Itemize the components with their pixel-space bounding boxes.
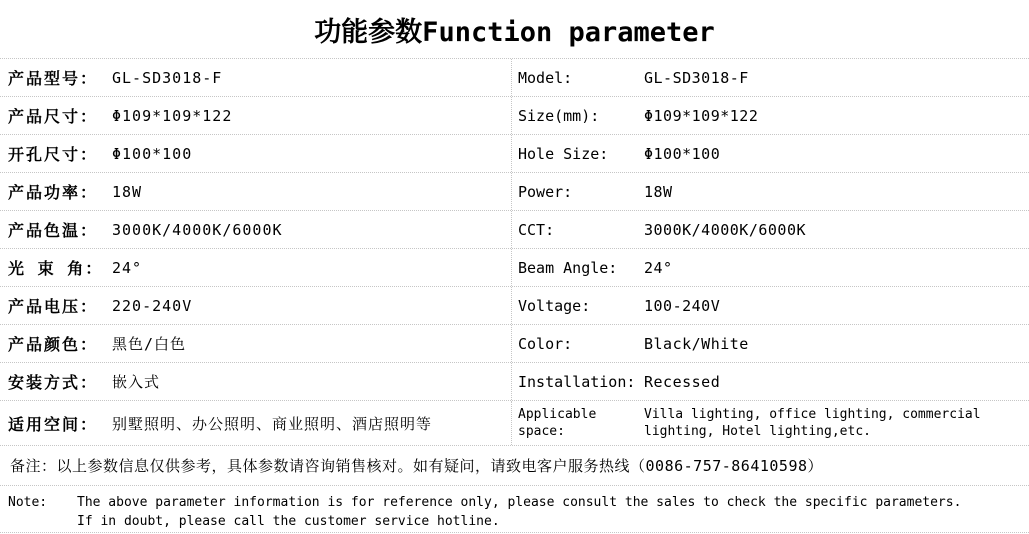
param-value-cn: 3000K/4000K/6000K	[112, 220, 283, 239]
table-row-applicable-space	[0, 401, 1029, 446]
param-value-cn: 别墅照明、办公照明、商业照明、酒店照明等	[112, 414, 433, 433]
param-label-en: CCT:	[518, 220, 555, 239]
note-en-line1: The above parameter information is for reference only, please consult the sales to check the specific parameters.	[77, 495, 962, 510]
param-value-en: 18W	[644, 182, 673, 201]
table-row-cct	[0, 211, 1029, 249]
param-value-cn: 220-240V	[112, 296, 193, 315]
param-value-en: Φ109*109*122	[644, 106, 759, 125]
param-label-en: Voltage:	[518, 296, 591, 315]
param-cell-cn	[0, 249, 511, 286]
param-value-cn: Φ100*100	[112, 144, 193, 163]
table-row-beam-angle	[0, 249, 1029, 287]
note-en-row	[0, 486, 1029, 533]
param-label-en: Applicable space:	[518, 407, 597, 439]
param-cell-en	[511, 211, 1029, 248]
note-en-line2: If in doubt, please call the customer service hotline.	[77, 514, 500, 529]
param-cell-en	[511, 325, 1029, 362]
param-label-cn: 产品色温：	[8, 221, 99, 240]
param-label-en: Size(mm):	[518, 106, 600, 125]
param-cell-cn	[0, 135, 511, 172]
param-label-en: Color:	[518, 334, 573, 353]
param-value-cn: Φ109*109*122	[112, 106, 233, 125]
table-row-power	[0, 173, 1029, 211]
param-cell-cn	[0, 173, 511, 210]
param-value-cn: 嵌入式	[112, 373, 161, 391]
param-value-cn: 18W	[112, 182, 143, 201]
param-cell-en	[511, 173, 1029, 210]
table-row-installation	[0, 363, 1029, 401]
param-label-en: Model:	[518, 68, 573, 87]
param-label-cn: 光 束 角：	[8, 259, 104, 278]
param-cell-cn	[0, 287, 511, 324]
param-label-cn: 产品功率：	[8, 183, 99, 202]
param-cell-en	[511, 401, 1029, 445]
table-row-color	[0, 325, 1029, 363]
param-value-en: Recessed	[644, 372, 721, 391]
param-value-en: Black/White	[644, 334, 749, 353]
param-value-cn: GL-SD3018-F	[112, 68, 223, 87]
param-value-en: 24°	[644, 258, 673, 277]
param-cell-cn	[0, 325, 511, 362]
table-row-voltage	[0, 287, 1029, 325]
note-en-prefix: Note:	[8, 495, 48, 510]
table-row-model	[0, 59, 1029, 97]
param-cell-en	[511, 97, 1029, 134]
param-label-cn: 适用空间：	[8, 414, 99, 434]
param-label-cn: 产品颜色：	[8, 335, 99, 354]
param-cell-cn	[0, 363, 511, 400]
param-cell-cn	[0, 59, 511, 96]
param-cell-cn	[0, 211, 511, 248]
param-label-en: Installation:	[518, 372, 636, 391]
param-label-cn: 开孔尺寸：	[8, 145, 99, 164]
param-cell-en	[511, 59, 1029, 96]
param-label-cn: 产品尺寸：	[8, 107, 99, 126]
table-row-size	[0, 97, 1029, 135]
note-en-body	[77, 493, 961, 531]
param-value-en: 3000K/4000K/6000K	[644, 220, 807, 239]
param-label-en: Hole Size:	[518, 144, 609, 163]
param-value-en: Villa lighting, office lighting, commercial lighting, Hotel lighting,etc.	[644, 407, 981, 439]
param-cell-en	[511, 135, 1029, 172]
param-label-en: Power:	[518, 182, 573, 201]
note-cn-row: 备注：以上参数信息仅供参考，具体参数请咨询销售核对。如有疑问，请致电客户服务热线（0086-757-86410598）	[0, 446, 1029, 486]
page-title: 功能参数Function parameter	[0, 0, 1029, 59]
param-cell-en	[511, 287, 1029, 324]
param-cell-en	[511, 363, 1029, 400]
param-value-cn: 24°	[112, 258, 143, 277]
param-label-cn: 产品电压：	[8, 297, 99, 316]
table-row-hole-size	[0, 135, 1029, 173]
param-label-cn: 安装方式：	[8, 373, 99, 392]
param-label-en: Beam Angle:	[518, 258, 618, 277]
param-cell-cn	[0, 97, 511, 134]
param-value-en: 100-240V	[644, 296, 721, 315]
param-label-cn: 产品型号：	[8, 69, 99, 88]
param-value-en: GL-SD3018-F	[644, 68, 749, 87]
param-value-en: Φ100*100	[644, 144, 721, 163]
param-value-cn: 黑色/白色	[112, 335, 187, 353]
param-cell-cn	[0, 401, 511, 445]
param-cell-en	[511, 249, 1029, 286]
